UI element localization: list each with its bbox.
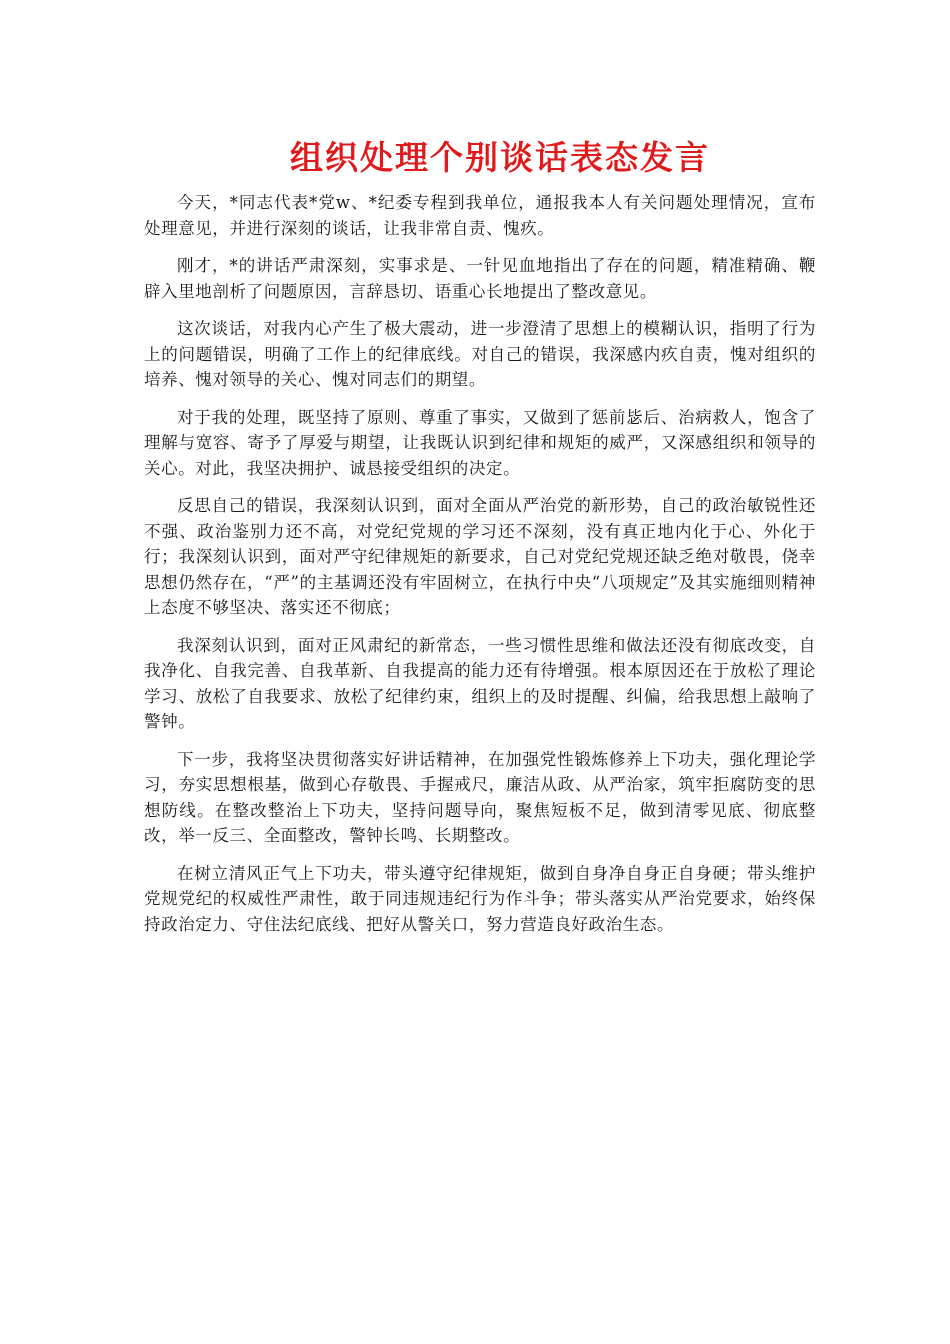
paragraph-4: 对于我的处理，既坚持了原则、尊重了事实，又做到了惩前毖后、治病救人，饱含了理解与宽容、寄予了厚爱与期望，让我既认识到纪律和规矩的威严，又深感组织和领导的关心。对此，我坚决拥护、诚恳接受组织的决定。 <box>144 407 816 478</box>
document-title: 组织处理个别谈话表态发言 <box>290 138 710 177</box>
paragraph-8: 在树立清风正气上下功夫，带头遵守纪律规矩，做到自身净自身正自身硬；带头维护党规党纪的权威性严肃性，敢于同违规违纪行为作斗争；带头落实从严治党要求，始终保持政治定力、守住法纪底线、把好从警关口，努力营造良好政治生态。 <box>144 863 816 934</box>
paragraph-1: 今天，*同志代表*党w、*纪委专程到我单位，通报我本人有关问题处理情况，宣布处理意见，并进行深刻的谈话，让我非常自责、愧疚。 <box>144 193 816 238</box>
paragraph-5: 反思自己的错误，我深刻认识到，面对全面从严治党的新形势，自己的政治敏锐性还不强、政治鉴别力还不高，对党纪党规的学习还不深刻，没有真正地内化于心、外化于行；我深刻认识到，面对严守纪律规矩的新要求，自己对党纪党规还缺乏绝对敬畏，侥幸思想仍然存在，“严”的主基调还没有牢固树立，在执行中央“八项规定”及其实施细则精神上态度不够坚决、落实还不彻底； <box>144 496 816 617</box>
paragraph-3: 这次谈话，对我内心产生了极大震动，进一步澄清了思想上的模糊认识，指明了行为上的问题错误，明确了工作上的纪律底线。对自己的错误，我深感内疚自责，愧对组织的培养、愧对领导的关心、愧对同志们的期望。 <box>144 319 816 389</box>
document-body <box>144 190 816 949</box>
paragraph-6: 我深刻认识到，面对正风肃纪的新常态，一些习惯性思维和做法还没有彻底改变，自我净化、自我完善、自我革新、自我提高的能力还有待增强。根本原因还在于放松了理论学习、放松了自我要求、放松了纪律约束，组织上的及时提醒、纠偏，给我思想上敲响了警钟。 <box>144 635 816 731</box>
paragraph-2: 刚才，*的讲话严肃深刻，实事求是、一针见血地指出了存在的问题，精准精确、鞭辟入里地剖析了问题原因，言辞恳切、语重心长地提出了整改意见。 <box>144 256 816 301</box>
paragraph-7: 下一步，我将坚决贯彻落实好讲话精神，在加强党性锻炼修养上下功夫，强化理论学习，夯实思想根基，做到心存敬畏、手握戒尺，廉洁从政、从严治家，筑牢拒腐防变的思想防线。在整改整治上下功夫，坚持问题导向，聚焦短板不足，做到清零见底、彻底整改，举一反三、全面整改，警钟长鸣、长期整改。 <box>144 749 816 845</box>
